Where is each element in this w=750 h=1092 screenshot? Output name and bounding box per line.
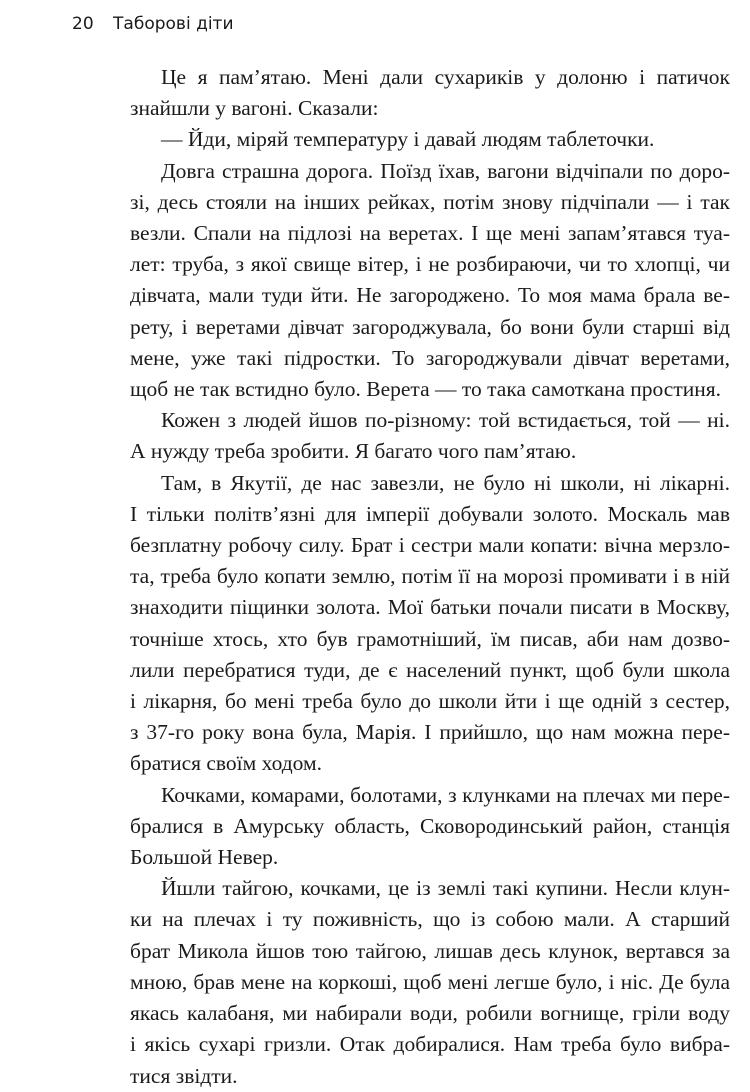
paragraph — [130, 156, 730, 406]
text-line: безплатну робочу силу. Брат і сестри мали копати: вічна мерзло- — [130, 533, 730, 558]
paragraph — [130, 405, 730, 467]
text-line: тися звідти. — [130, 1063, 238, 1088]
text-line: знаходити піщинки золота. Мої батьки почали писати в Москву, — [130, 595, 730, 620]
text-line: точніше хтось, хто був грамотніший, їм писав, аби нам дозво- — [130, 626, 730, 651]
text-line: мною, брав мене на коркоші, щоб мені легше було, і ніс. Де була — [130, 969, 730, 994]
paragraph — [130, 873, 730, 1091]
running-title: Таборові діти — [113, 14, 234, 34]
text-line: щоб не так встидно було. Верета — то така самоткана простиня. — [130, 377, 722, 402]
text-line: братися своїм ходом. — [130, 751, 322, 776]
paragraph — [130, 62, 730, 124]
text-line: та, треба було копати землю, потім її на морозі промивати і в ній — [130, 564, 730, 589]
text-line: Довга страшна дорога. Поїзд їхав, вагони відчіпали по доро- — [161, 158, 730, 183]
text-line: знайшли у вагоні. Сказали: — [130, 96, 379, 121]
paragraph — [130, 780, 730, 874]
running-head — [72, 14, 234, 34]
paragraph — [130, 468, 730, 780]
text-line: ки на плечах і ту поживність, що із собою мали. А старший — [130, 907, 730, 932]
text-line: везли. Спали на підлозі на веретах. І ще мені запам’ятався туа- — [130, 221, 730, 246]
text-line: мене, уже такі підростки. То загороджували дівчат веретами, — [130, 345, 730, 370]
text-line: Йшли тайгою, кочками, це із землі такі купини. Несли клун- — [161, 876, 730, 901]
text-line: А нужду треба зробити. Я багато чого пам’ятаю. — [130, 439, 577, 464]
text-line: і лікарня, бо мені треба було до школи йти і ще одній з сестер, — [130, 689, 730, 714]
text-line: брат Микола йшов тою тайгою, лишав десь клунок, вертався за — [130, 938, 730, 963]
text-line: Кочками, комарами, болотами, з клунками на плечах ми пере- — [161, 782, 730, 807]
text-line: рету, і веретами дівчат загороджувала, бо вони були старші від — [130, 314, 730, 339]
page-number: 20 — [72, 14, 94, 34]
text-line: зі, десь стояли на інших рейках, потім знову підчіпали — і так — [130, 189, 730, 214]
text-line: — Йди, міряй температуру і давай людям таблеточки. — [161, 127, 655, 152]
text-line: лет: труба, з якої свище вітер, і не розбираючи, чи то хлопці, чи — [130, 252, 730, 277]
text-line: Большой Невер. — [130, 845, 279, 870]
text-line: дівчата, мали туди йти. Не загороджено. То моя мама брала ве- — [130, 283, 730, 308]
text-line: Це я пам’ятаю. Мені дали сухариків у долоню і патичок — [161, 65, 730, 89]
body-text — [130, 62, 730, 1092]
text-line: бралися в Амурську область, Сковородинський район, станція — [130, 813, 730, 838]
text-line: І тільки політв’язні для імперії добували золото. Москаль мав — [130, 501, 730, 526]
text-line: Там, в Якутії, де нас завезли, не було ні школи, ні лікарні. — [161, 470, 730, 495]
text-line: і якісь сухарі гризли. Отак добиралися. Нам треба було вибра- — [130, 1032, 730, 1057]
text-line: лили перебратися туди, де є населений пункт, щоб були школа — [130, 657, 730, 682]
text-line: з 37-го року вона була, Марія. І прийшло, що нам можна пере- — [130, 720, 730, 745]
paragraph — [130, 124, 730, 155]
text-line: якась калабаня, ми набирали води, робили вогнище, гріли воду — [130, 1001, 730, 1026]
text-line: Кожен з людей йшов по-різному: той встидається, той — ні. — [161, 408, 730, 433]
